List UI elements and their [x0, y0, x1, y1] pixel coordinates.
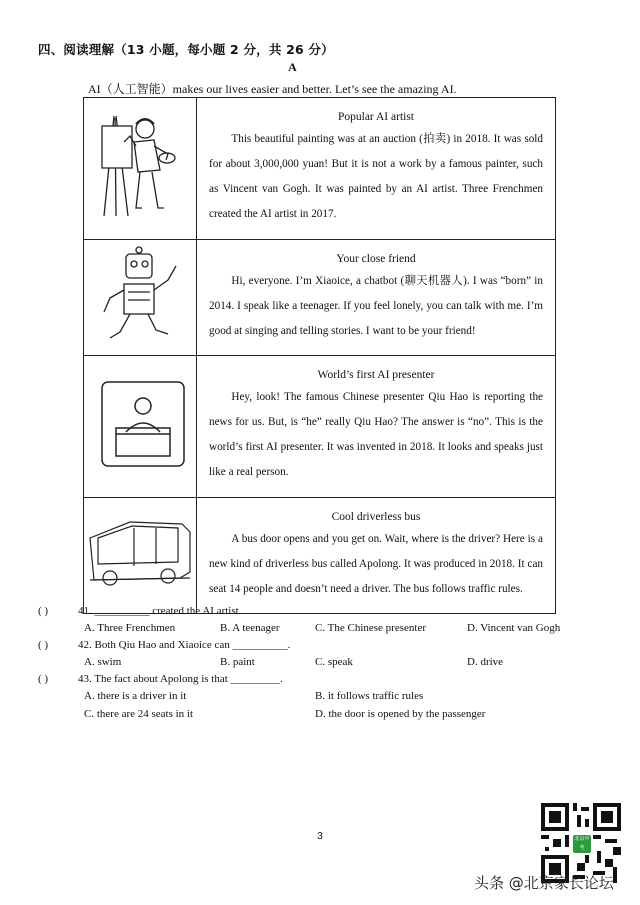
bus-icon: [84, 498, 194, 608]
panel-text: Hi, everyone. I’m Xiaoice, a chatbot (聊天机器人). I was “born” in 2014. I speak like a teenager. If you feel lonely, you can talk with me. I’m good at singing and telling stories. I want to be your friend!: [209, 275, 543, 337]
panel-text: A bus door opens and you get on. Wait, where is the driver? Here is a new kind of driverless bus called Apolong. It was produced in 2018. It can seat 14 people and doesn’t need a driver. The bus follows traffic rules.: [209, 533, 543, 595]
panel-title: Cool driverless bus: [331, 511, 421, 523]
option-c: C. there are 24 seats in it: [84, 708, 194, 720]
panel-picture: [84, 98, 197, 240]
panel-picture: [84, 498, 197, 614]
option-d: D. the door is opened by the passenger: [315, 708, 486, 720]
panel-picture: [84, 240, 197, 356]
option-c: C. speak: [315, 656, 353, 668]
panel-row: [84, 98, 556, 240]
panel-row: [84, 240, 556, 356]
passage-table: [83, 97, 556, 614]
page-number: 3: [317, 831, 323, 842]
panel-title: Popular AI artist: [337, 111, 415, 123]
watermark: 头条 @北京家长论坛: [474, 874, 614, 892]
option-a: A. there is a driver in it: [84, 690, 187, 702]
painter-icon: [84, 98, 194, 234]
panel-title: World’s first AI presenter: [317, 369, 435, 381]
option-c: C. The Chinese presenter: [315, 622, 426, 634]
passage-letter: A: [288, 60, 297, 74]
option-a: A. Three Frenchmen: [84, 622, 176, 634]
robot-icon: [84, 240, 194, 350]
option-d: D. Vincent van Gogh: [467, 622, 561, 634]
panel-title: Your close friend: [336, 253, 416, 265]
option-b: B. it follows traffic rules: [315, 690, 424, 702]
qr-badge-logo: 北京中考: [574, 836, 590, 851]
question-stem: 43. The fact about Apolong is that _________.: [78, 673, 283, 685]
option-b: B. A teenager: [220, 622, 280, 634]
panel-text: Hey, look! The famous Chinese presenter Qiu Hao is reporting the news for us. But, is “he” really Qiu Hao? The answer is “no”. This is the world’s first AI presenter. It was invented in 2018. It looks and speaks just like a real person.: [209, 391, 543, 478]
panel-picture: [84, 356, 197, 498]
section-title: 四、阅读理解（13 小题，每小题 2 分，共 26 分）: [38, 42, 334, 57]
panel-text: This beautiful painting was at an auction (拍卖) in 2018. It was sold for about 3,000,000 yuan! But it is not a work by a famous painter, such as Vincent van Gogh. It was painted by an AI artist. Three Frenchmen created the AI artist in 2017.: [209, 133, 543, 220]
answer-blank[interactable]: ( ): [38, 639, 49, 651]
panel-row: [84, 356, 556, 498]
passage-intro: AI（人工智能）makes our lives easier and better. Let’s see the amazing AI.: [88, 82, 457, 96]
question-stem: 42. Both Qiu Hao and Xiaoice can __________.: [78, 639, 291, 651]
option-b: B. paint: [220, 656, 255, 668]
question-stem: 41. __________ created the AI artist.: [78, 605, 242, 617]
panel-row: [84, 498, 556, 614]
answer-blank[interactable]: ( ): [38, 605, 49, 617]
presenter-icon: [84, 356, 194, 492]
option-d: D. drive: [467, 656, 504, 668]
answer-blank[interactable]: ( ): [38, 673, 49, 685]
option-a: A. swim: [84, 656, 122, 668]
